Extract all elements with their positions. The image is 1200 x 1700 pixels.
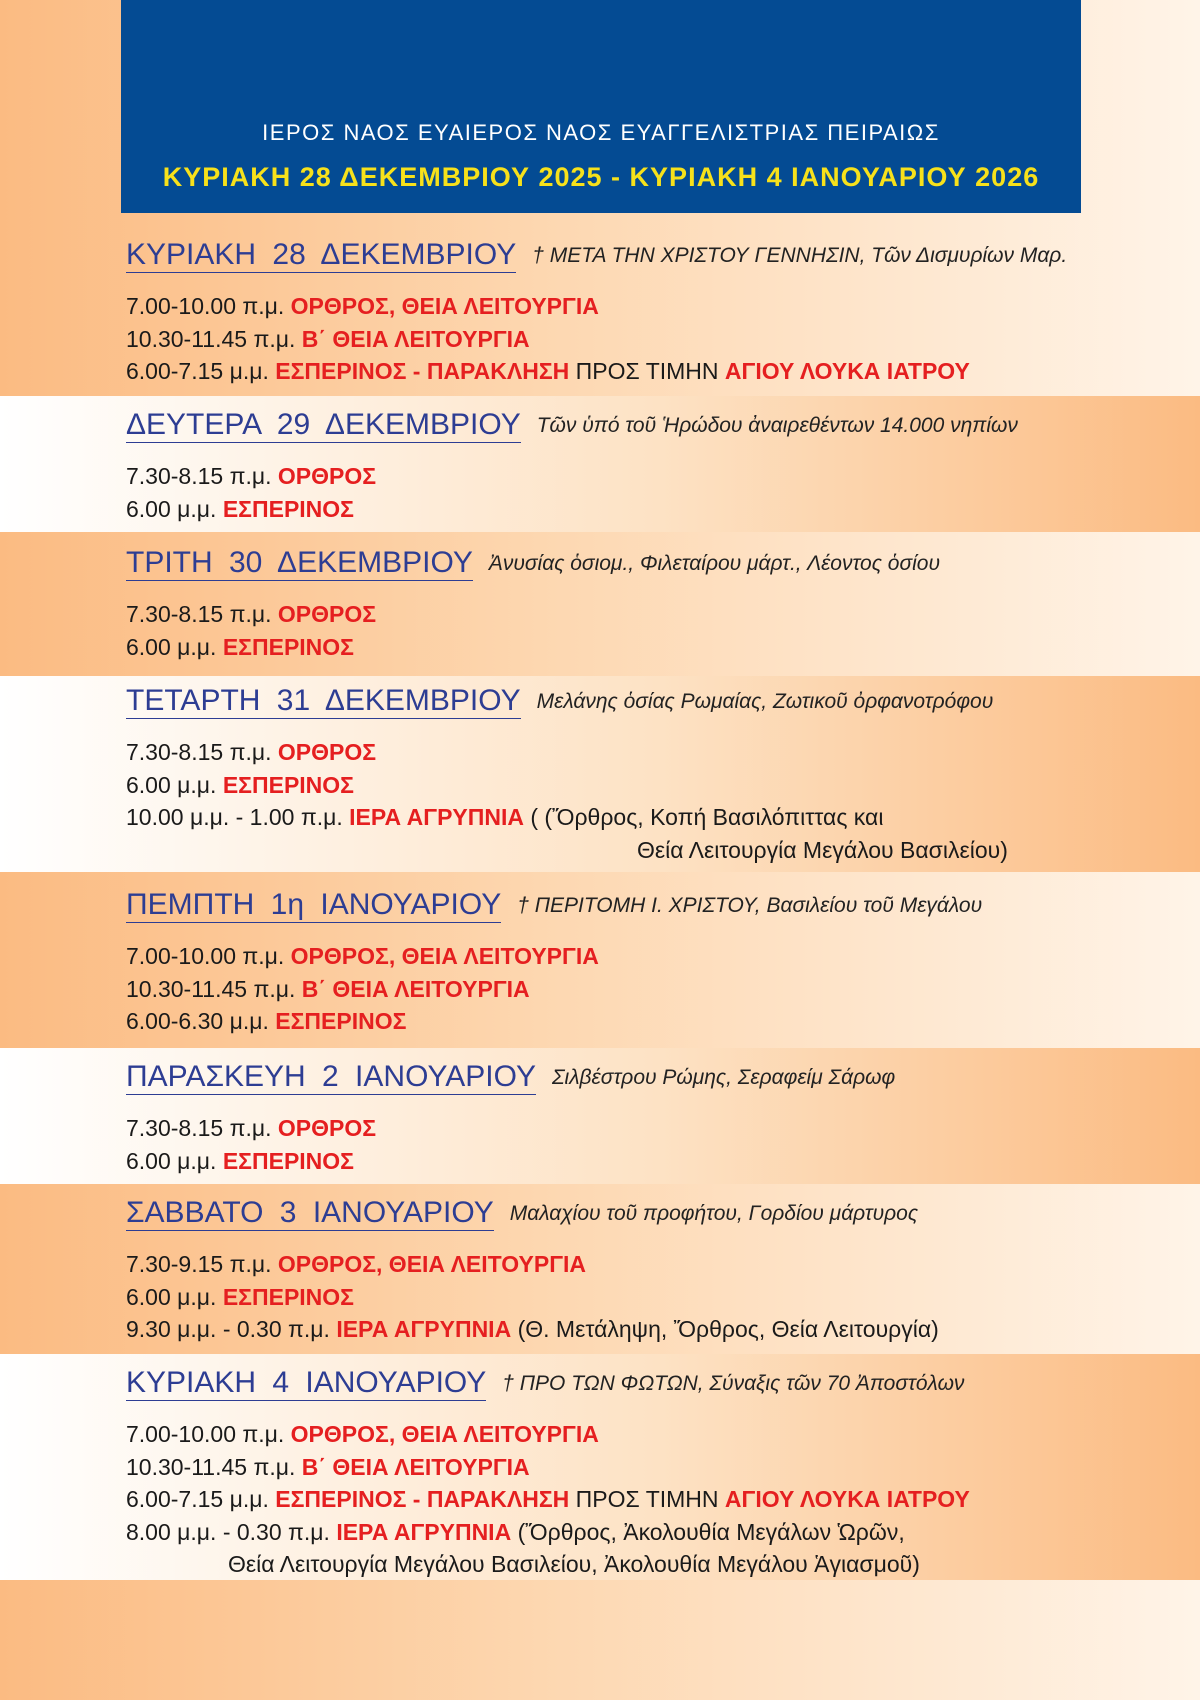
feast-text: † ΠΡΟ ΤΩΝ ΦΩΤΩΝ, Σύναξις τῶν 70 Ἀποστόλων [502, 1372, 965, 1395]
feast-text: Σιλβέστρου Ρώμης, Σεραφείμ Σάρωφ [551, 1066, 896, 1089]
service-line: 6.00 μ.μ. ΕΣΠΕΡΙΝΟΣ [126, 771, 354, 798]
service-line: 6.00 μ.μ. ΕΣΠΕΡΙΝΟΣ [126, 1147, 354, 1174]
day-title: ΤΕΤΑΡΤΗ 31 ΔΕΚΕΜΒΡΙΟΥ [126, 684, 521, 717]
service-line: 6.00 μ.μ. ΕΣΠΕΡΙΝΟΣ [126, 495, 354, 522]
service-line: 6.00-7.15 μ.μ. ΕΣΠΕΡΙΝΟΣ - ΠΑΡΑΚΛΗΣΗ ΠΡΟΣ ΤΙΜΗΝ ΑΓΙΟΥ ΛΟΥΚΑ ΙΑΤΡΟΥ [126, 1486, 970, 1512]
day-section [126, 1060, 1186, 1177]
feast-text: Μελάνης ὁσίας Ρωμαίας, Ζωτικοῦ ὀρφανοτρόφου [536, 690, 994, 713]
service-line: 10.30-11.45 π.μ. Β΄ ΘΕΙΑ ΛΕΙΤΟΥΡΓΙΑ [126, 325, 530, 352]
feast-text: Ἀνυσίας ὁσιομ., Φιλεταίρου μάρτ., Λέοντος ὁσίου [488, 552, 940, 575]
church-name: ΙΕΡΟΣ ΝΑΟΣ ΕΥΑΙΕΡΟΣ ΝΑΟΣ ΕΥΑΓΓΕΛΙΣΤΡΙΑΣ ΠΕΙΡΑΙΩΣ [262, 120, 940, 145]
service-line: 7.30-8.15 π.μ. ΟΡΘΡΟΣ [126, 739, 377, 765]
day-title: ΔΕΥΤΕΡΑ 29 ΔΕΚΕΜΒΡΙΟΥ [126, 408, 521, 441]
service-line-continuation: Θεία Λειτουργία Μεγάλου Βασιλείου) [637, 836, 1008, 863]
header-banner [121, 0, 1081, 213]
day-title: ΚΥΡΙΑΚΗ 28 ΔΕΚΕΜΒΡΙΟΥ [126, 238, 517, 271]
date-range: ΚΥΡΙΑΚΗ 28 ΔΕΚΕΜΒΡΙΟΥ 2025 - ΚΥΡΙΑΚΗ 4 ΙΑΝΟΥΑΡΙΟΥ 2026 [162, 162, 1040, 192]
day-section [126, 408, 1186, 525]
service-line: 7.30-8.15 π.μ. ΟΡΘΡΟΣ [126, 1115, 377, 1141]
day-section [126, 238, 1186, 388]
service-line: 7.00-10.00 π.μ. ΟΡΘΡΟΣ, ΘΕΙΑ ΛΕΙΤΟΥΡΓΙΑ [126, 943, 599, 969]
day-title: ΚΥΡΙΑΚΗ 4 ΙΑΝΟΥΑΡΙΟΥ [126, 1366, 487, 1399]
service-line: 7.00-10.00 π.μ. ΟΡΘΡΟΣ, ΘΕΙΑ ΛΕΙΤΟΥΡΓΙΑ [126, 293, 599, 319]
service-line: 6.00 μ.μ. ΕΣΠΕΡΙΝΟΣ [126, 633, 354, 660]
feast-text: † ΜΕΤΑ ΤΗΝ ΧΡΙΣΤΟΥ ΓΕΝΝΗΣΙΝ, Τῶν Δισμυρίων Μαρ. [532, 244, 1068, 267]
service-line: 9.30 μ.μ. - 0.30 π.μ. ΙΕΡΑ ΑΓΡΥΠΝΙΑ (Θ. Μετάληψη, Ὄρθρος, Θεία Λειτουργία) [126, 1316, 939, 1342]
day-section [126, 1366, 1186, 1581]
service-line: 7.00-10.00 π.μ. ΟΡΘΡΟΣ, ΘΕΙΑ ΛΕΙΤΟΥΡΓΙΑ [126, 1421, 599, 1447]
feast-text: Τῶν ὑπό τοῦ Ἡρώδου ἀναιρεθέντων 14.000 νηπίων [536, 414, 1018, 437]
service-line: 10.30-11.45 π.μ. Β΄ ΘΕΙΑ ΛΕΙΤΟΥΡΓΙΑ [126, 1453, 530, 1480]
day-title: ΠΕΜΠΤΗ 1η ΙΑΝΟΥΑΡΙΟΥ [126, 888, 502, 921]
day-title: ΣΑΒΒΑΤΟ 3 ΙΑΝΟΥΑΡΙΟΥ [126, 1196, 494, 1229]
service-line: 10.00 μ.μ. - 1.00 π.μ. ΙΕΡΑ ΑΓΡΥΠΝΙΑ ( (Ὄρθρος, Κοπή Βασιλόπιττας και [126, 804, 884, 830]
day-section [126, 1196, 1186, 1346]
service-line: 10.30-11.45 π.μ. Β΄ ΘΕΙΑ ΛΕΙΤΟΥΡΓΙΑ [126, 975, 530, 1002]
service-line: 8.00 μ.μ. - 0.30 π.μ. ΙΕΡΑ ΑΓΡΥΠΝΙΑ (Ὄρθρος, Ἀκολουθία Μεγάλων Ὡρῶν, [126, 1518, 905, 1545]
feast-text: Μαλαχίου τοῦ προφήτου, Γορδίου μάρτυρος [509, 1202, 919, 1225]
day-section [126, 888, 1186, 1038]
day-title: ΠΑΡΑΣΚΕΥΗ 2 ΙΑΝΟΥΑΡΙΟΥ [126, 1060, 536, 1093]
day-section [126, 546, 1186, 663]
service-line: 7.30-9.15 π.μ. ΟΡΘΡΟΣ, ΘΕΙΑ ΛΕΙΤΟΥΡΓΙΑ [126, 1251, 587, 1277]
service-line: 7.30-8.15 π.μ. ΟΡΘΡΟΣ [126, 601, 377, 627]
service-line-continuation: Θεία Λειτουργία Μεγάλου Βασιλείου, Ἀκολουθία Μεγάλου Ἁγιασμοῦ) [228, 1551, 920, 1577]
day-title: ΤΡΙΤΗ 30 ΔΕΚΕΜΒΡΙΟΥ [126, 546, 473, 579]
feast-text: † ΠΕΡΙΤΟΜΗ Ι. ΧΡΙΣΤΟΥ, Βασιλείου τοῦ Μεγάλου [517, 894, 983, 917]
service-line: 6.00 μ.μ. ΕΣΠΕΡΙΝΟΣ [126, 1283, 354, 1310]
service-line: 6.00-7.15 μ.μ. ΕΣΠΕΡΙΝΟΣ - ΠΑΡΑΚΛΗΣΗ ΠΡΟΣ ΤΙΜΗΝ ΑΓΙΟΥ ΛΟΥΚΑ ΙΑΤΡΟΥ [126, 358, 970, 384]
day-section [126, 684, 1186, 866]
service-line: 6.00-6.30 μ.μ. ΕΣΠΕΡΙΝΟΣ [126, 1008, 407, 1034]
service-line: 7.30-8.15 π.μ. ΟΡΘΡΟΣ [126, 463, 377, 489]
band-9 [0, 1580, 1200, 1700]
